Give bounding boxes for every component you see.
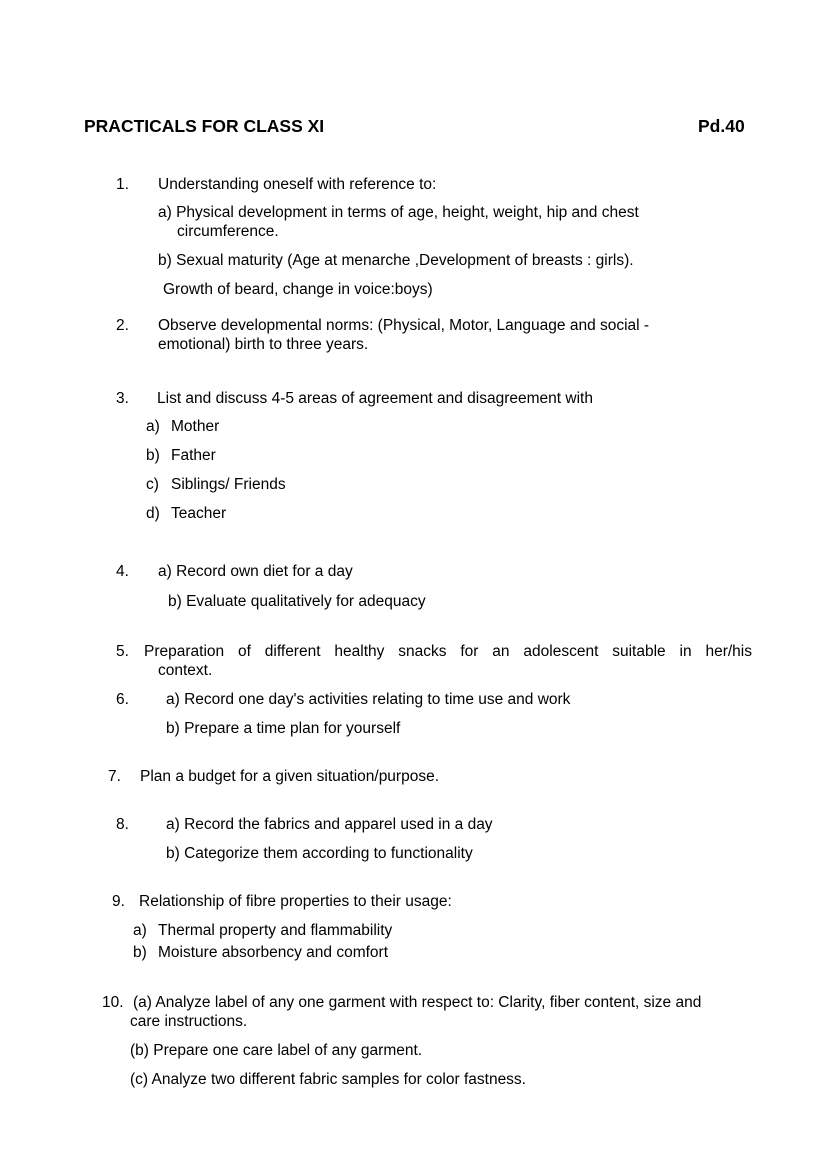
item-text-continuation: context. — [158, 662, 213, 679]
sub-item: Thermal property and flammability — [158, 922, 393, 939]
item-text: a) Record the fabrics and apparel used in a day — [166, 816, 493, 833]
item-number: 4. — [116, 563, 129, 580]
sub-item: Father — [171, 447, 216, 464]
sub-label: d) — [146, 505, 160, 522]
item-text: List and discuss 4-5 areas of agreement and disagreement with — [157, 390, 593, 407]
item-number: 8. — [116, 816, 129, 833]
sub-item: (c) Analyze two different fabric samples for color fastness. — [130, 1071, 526, 1088]
item-number: 9. — [112, 893, 125, 910]
sub-item: a) Physical development in terms of age, height, weight, hip and chest — [158, 204, 639, 221]
page-title: PRACTICALS FOR CLASS XI — [84, 116, 325, 136]
sub-item: Moisture absorbency and comfort — [158, 944, 389, 961]
item-number: 6. — [116, 691, 129, 708]
sub-label: b) — [133, 944, 147, 961]
item-text: Relationship of fibre properties to their usage: — [139, 893, 452, 910]
item-number: 5. — [116, 643, 129, 660]
item-text: a) Record one day's activities relating to time use and work — [166, 691, 571, 708]
sub-item: b) Evaluate qualitatively for adequacy — [168, 593, 426, 610]
sub-item: Mother — [171, 418, 220, 435]
sub-item-continuation: circumference. — [177, 223, 279, 240]
sub-label: c) — [146, 476, 159, 493]
item-text: Plan a budget for a given situation/purpose. — [140, 768, 440, 785]
item-text-continuation: care instructions. — [130, 1013, 248, 1030]
sub-item: Teacher — [171, 505, 227, 522]
sub-label: a) — [133, 922, 147, 939]
sub-item: Siblings/ Friends — [171, 476, 286, 493]
item-text: Understanding oneself with reference to: — [158, 176, 437, 193]
item-number: 7. — [108, 768, 121, 785]
item-text-continuation: emotional) birth to three years. — [158, 336, 369, 353]
sub-item: (b) Prepare one care label of any garment. — [130, 1042, 423, 1059]
item-text: a) Record own diet for a day — [158, 563, 353, 580]
sub-item: b) Prepare a time plan for yourself — [166, 720, 401, 737]
sub-item: b) Sexual maturity (Age at menarche ,Development of breasts : girls). — [158, 252, 634, 269]
period-count: Pd.40 — [698, 116, 745, 136]
sub-label: b) — [146, 447, 160, 464]
sub-item: Growth of beard, change in voice:boys) — [163, 281, 433, 298]
sub-item: b) Categorize them according to functionality — [166, 845, 473, 862]
item-number: 2. — [116, 317, 129, 334]
item-text: (a) Analyze label of any one garment with respect to: Clarity, fiber content, size and — [133, 994, 702, 1011]
item-number: 1. — [116, 176, 129, 193]
item-number: 10. — [102, 994, 124, 1011]
sub-label: a) — [146, 418, 160, 435]
item-text: Preparation of different healthy snacks for an adolescent suitable in her/his — [144, 643, 752, 660]
item-text: Observe developmental norms: (Physical, Motor, Language and social - — [158, 317, 650, 334]
item-number: 3. — [116, 390, 129, 407]
